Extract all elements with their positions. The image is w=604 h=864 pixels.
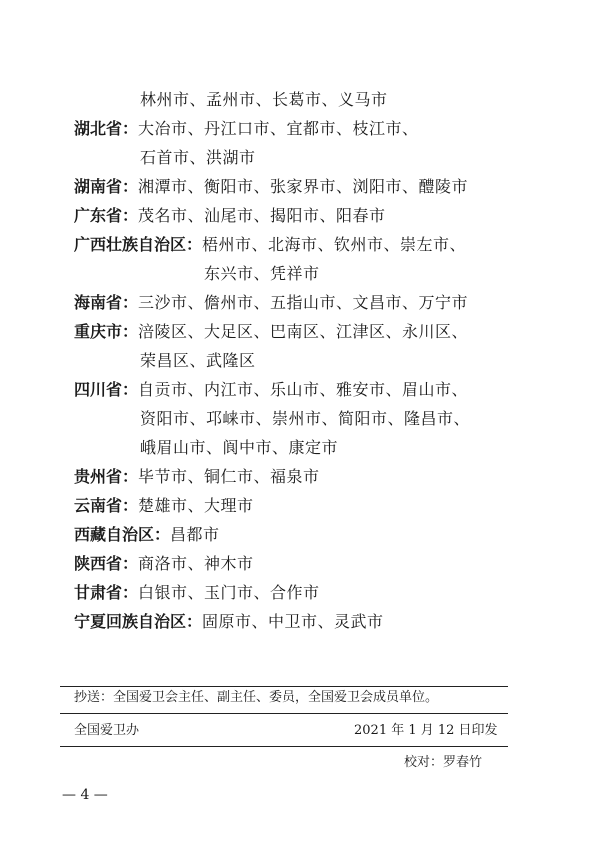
region-line [140, 350, 256, 372]
city-list: 商洛市、神木市 [138, 554, 254, 573]
province-label: 云南省： [74, 496, 139, 515]
region-line [140, 408, 470, 430]
region-line [74, 466, 320, 488]
province-label: 四川省： [74, 380, 139, 399]
city-list: 自贡市、内江市、乐山市、雅安市、眉山市、 [138, 380, 469, 399]
region-line [74, 118, 419, 140]
region-line [74, 553, 254, 575]
province-label: 宁夏回族自治区： [74, 612, 203, 631]
city-list: 楚雄市、大理市 [138, 496, 254, 515]
region-line [140, 147, 256, 169]
province-label: 贵州省： [74, 467, 139, 486]
province-label: 陕西省： [74, 554, 139, 573]
city-list: 大冶市、丹江口市、宜都市、枝江市、 [138, 119, 419, 138]
middle-divider [60, 713, 508, 714]
city-list: 荣昌区、武隆区 [140, 351, 256, 370]
region-line [74, 379, 468, 401]
region-line [204, 263, 320, 285]
province-label: 广西壮族自治区： [74, 235, 203, 254]
city-list: 石首市、洪湖市 [140, 148, 256, 167]
region-line [74, 495, 254, 517]
issue-date: 2021 年 1 月 12 日印发 [354, 723, 498, 738]
city-list: 三沙市、儋州市、五指山市、文昌市、万宁市 [138, 293, 469, 312]
province-label: 海南省： [74, 293, 139, 312]
city-list: 茂名市、汕尾市、揭阳市、阳春市 [138, 206, 386, 225]
region-line [74, 176, 468, 198]
province-label: 湖南省： [74, 177, 139, 196]
region-line [74, 611, 384, 633]
region-line [74, 321, 468, 343]
province-label: 重庆市： [74, 322, 139, 341]
region-line [140, 89, 388, 111]
province-label: 广东省： [74, 206, 139, 225]
region-line [74, 524, 220, 546]
proofreader: 校对：罗春竹 [404, 755, 483, 770]
region-line [74, 292, 468, 314]
page-number: — 4 — [62, 787, 108, 803]
city-list: 梧州市、北海市、钦州市、崇左市、 [202, 235, 467, 254]
region-line [140, 437, 338, 459]
top-divider [60, 686, 508, 687]
province-label: 西藏自治区： [74, 525, 171, 544]
city-list: 峨眉山市、阆中市、康定市 [140, 438, 339, 457]
region-line [74, 234, 466, 256]
city-list: 昌都市 [170, 525, 220, 544]
city-list: 东兴市、凭祥市 [204, 264, 320, 283]
city-list: 毕节市、铜仁市、福泉市 [138, 467, 320, 486]
city-list: 固原市、中卫市、灵武市 [202, 612, 384, 631]
region-line [74, 205, 386, 227]
cc-line: 抄送：全国爱卫会主任、副主任、委员，全国爱卫会成员单位。 [74, 690, 439, 705]
province-label: 湖北省： [74, 119, 139, 138]
city-list: 白银市、玉门市、合作市 [138, 583, 320, 602]
bottom-divider [60, 746, 508, 747]
city-list: 涪陵区、大足区、巴南区、江津区、永川区、 [138, 322, 469, 341]
issuer: 全国爱卫办 [74, 723, 140, 738]
city-list: 湘潭市、衡阳市、张家界市、浏阳市、醴陵市 [138, 177, 469, 196]
province-label: 甘肃省： [74, 583, 139, 602]
city-list: 资阳市、邛崃市、崇州市、简阳市、隆昌市、 [140, 409, 471, 428]
region-line [74, 582, 320, 604]
city-list: 林州市、孟州市、长葛市、义马市 [140, 90, 388, 109]
